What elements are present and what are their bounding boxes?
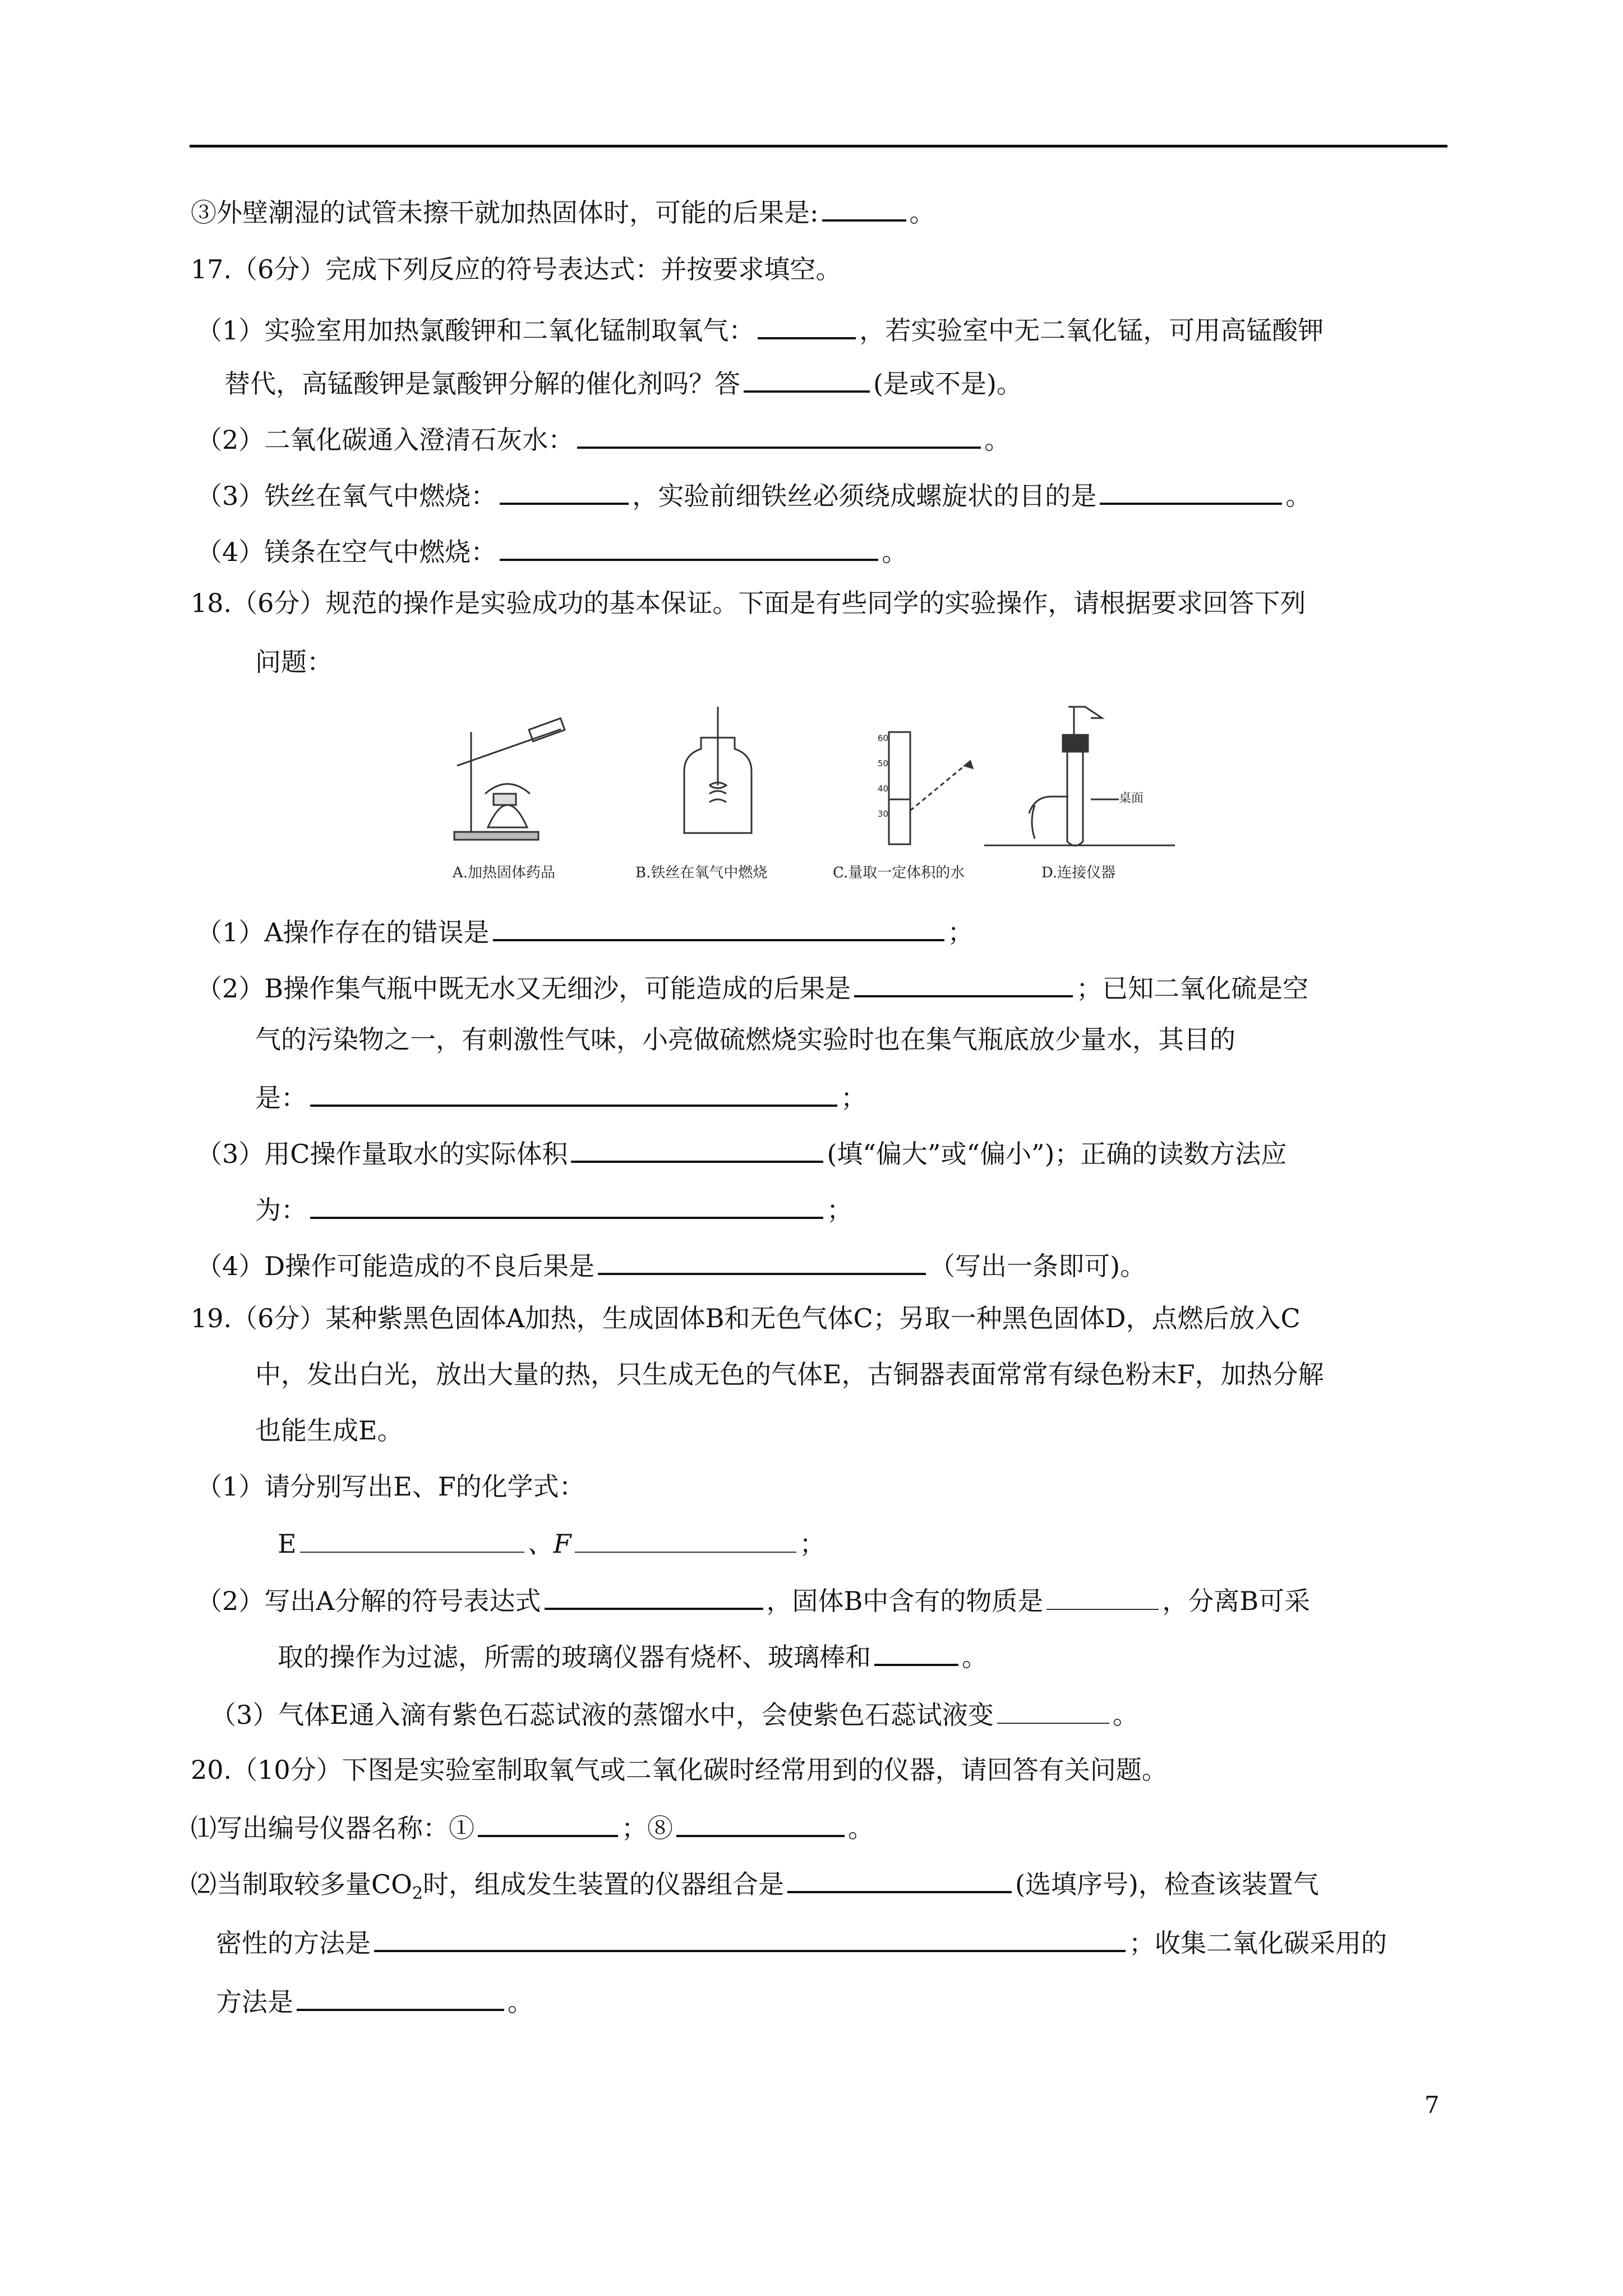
text: ；⑧ xyxy=(621,1813,673,1843)
caption-d: D.连接仪器 xyxy=(1041,864,1116,881)
q18-title-cont xyxy=(255,645,333,679)
answer-blank[interactable] xyxy=(500,477,629,505)
q17-part3 xyxy=(196,477,1311,513)
answer-blank[interactable] xyxy=(310,1191,823,1219)
q19-part3 xyxy=(210,1697,1138,1732)
text: （4）D操作可能造成的不良后果是 xyxy=(196,1251,595,1281)
text: 问题： xyxy=(255,647,333,677)
answer-blank[interactable] xyxy=(478,1809,618,1837)
q18-part3 xyxy=(196,1135,1287,1171)
text: （1）A操作存在的错误是 xyxy=(196,917,490,947)
text: （3）铁丝在氧气中燃烧： xyxy=(196,481,497,511)
text: 。 xyxy=(984,425,1011,455)
text: 气的污染物之一，有刺激性气味，小亮做硫燃烧实验时也在集气瓶底放少量水，其目的 xyxy=(255,1024,1235,1055)
text: 中，发出白光，放出大量的热，只生成无色的气体E，古铜器表面常常有绿色粉末F，加热分解 xyxy=(255,1359,1324,1389)
answer-blank[interactable] xyxy=(500,533,878,561)
text: 18.（6分）规范的操作是实验成功的基本保证。下面是有些同学的实验操作，请根据要求回答下列 xyxy=(191,588,1306,618)
answer-blank[interactable] xyxy=(997,1697,1109,1724)
answer-blank[interactable] xyxy=(297,1983,504,2011)
tick-30: 30 xyxy=(878,809,889,819)
text: （2）写出A分解的符号表达式 xyxy=(196,1586,541,1616)
q18-title xyxy=(191,586,1306,620)
text: 。 xyxy=(848,1813,874,1843)
q17-part1 xyxy=(196,311,1324,347)
text: E xyxy=(278,1529,297,1559)
text: (填“偏大”或“偏小”)；正确的读数方法应 xyxy=(827,1139,1287,1169)
text: （1）实验室用加热氯酸钾和二氧化锰制取氧气： xyxy=(196,315,755,346)
apparatus-a xyxy=(454,718,565,840)
q17-title xyxy=(191,252,841,286)
text: 方法是 xyxy=(216,1987,293,2017)
text: （2）二氧化碳通入澄清石灰水： xyxy=(196,425,574,455)
text: （3）用C操作量取水的实际体积 xyxy=(196,1139,568,1169)
text: ； xyxy=(841,1083,866,1113)
q17-part2 xyxy=(196,421,1010,457)
q19-part1 xyxy=(196,1470,585,1503)
answer-blank[interactable] xyxy=(854,969,1073,997)
answer-blank[interactable] xyxy=(874,1638,958,1666)
text: ，固体B中含有的物质是 xyxy=(766,1586,1044,1616)
apparatus-b xyxy=(684,707,751,833)
tick-40: 40 xyxy=(878,784,889,794)
text: 是： xyxy=(255,1083,307,1113)
answer-blank[interactable] xyxy=(545,1582,763,1610)
text: 。 xyxy=(508,1987,533,2017)
subscript: 2 xyxy=(412,1884,423,1904)
text: （2）B操作集气瓶中既无水又无细沙，可能造成的后果是 xyxy=(196,973,851,1004)
answer-blank[interactable] xyxy=(300,1526,524,1553)
text: 20.（10分）下图是实验室制取氧气或二氧化碳时经常用到的仪器，请回答有关问题。 xyxy=(191,1755,1168,1785)
q18-part2 xyxy=(196,969,1308,1005)
answer-blank[interactable] xyxy=(571,1135,823,1163)
q19-part1-formulas xyxy=(278,1526,826,1561)
answer-blank[interactable] xyxy=(1100,477,1282,505)
lab-operations-figure xyxy=(446,704,1181,889)
text: (是或不是)。 xyxy=(873,369,1022,399)
text: ； xyxy=(947,917,974,947)
q17-part1-cont xyxy=(224,365,1022,401)
header-rule xyxy=(190,145,1447,148)
text: ③外壁潮湿的试管未擦干就加热固体时，可能的后果是: xyxy=(191,197,819,228)
q18-part2-cont2 xyxy=(255,1079,866,1115)
text: 。 xyxy=(1285,481,1312,511)
answer-blank[interactable] xyxy=(575,1526,796,1553)
text: 取的操作为过滤，所需的玻璃仪器有烧杯、玻璃棒和 xyxy=(278,1642,871,1672)
text: 为： xyxy=(255,1195,307,1225)
answer-blank[interactable] xyxy=(676,1809,845,1837)
text: 。 xyxy=(962,1642,988,1672)
text: （1）请分别写出E、F的化学式： xyxy=(196,1471,585,1502)
text: ，若实验室中无二氧化锰，可用高锰酸钾 xyxy=(859,315,1324,346)
text: ，分离B可采 xyxy=(1162,1586,1311,1616)
tick-60: 60 xyxy=(878,733,889,743)
answer-blank[interactable] xyxy=(787,1865,1012,1893)
apparatus-c xyxy=(889,732,972,844)
text: （3）气体E通入滴有紫色石蕊试液的蒸馏水中，会使紫色石蕊试液变 xyxy=(210,1700,994,1730)
answer-blank[interactable] xyxy=(758,311,856,339)
answer-blank[interactable] xyxy=(744,365,870,393)
text: ；收集二氧化碳采用的 xyxy=(1129,1928,1387,1958)
q19-title xyxy=(191,1301,1301,1335)
caption-b: B.铁丝在氧气中燃烧 xyxy=(635,864,768,881)
q19-part2 xyxy=(196,1582,1310,1618)
text: (选填序号)，检查该装置气 xyxy=(1015,1869,1319,1899)
q18-part2-cont xyxy=(255,1023,1235,1056)
q16-item3 xyxy=(191,194,935,229)
q19-title-cont xyxy=(255,1358,1324,1391)
caption-a: A.加热固体药品 xyxy=(453,864,556,881)
text: 也能生成E。 xyxy=(255,1415,403,1446)
text: 、F xyxy=(527,1529,571,1559)
text: ，实验前细铁丝必须绕成螺旋状的目的是 xyxy=(632,481,1097,511)
q17-part4 xyxy=(196,533,907,569)
caption-c: C.量取一定体积的水 xyxy=(833,864,965,881)
q19-part2-cont xyxy=(278,1638,988,1674)
text: 。 xyxy=(882,537,908,567)
q19-title-cont2 xyxy=(255,1414,403,1447)
answer-blank[interactable] xyxy=(598,1247,926,1275)
answer-blank[interactable] xyxy=(1046,1583,1159,1610)
answer-blank[interactable] xyxy=(822,194,906,222)
text: 。 xyxy=(909,197,935,228)
answer-blank[interactable] xyxy=(310,1079,837,1107)
text: 17.（6分）完成下列反应的符号表达式：并按要求填空。 xyxy=(191,254,842,284)
text: （写出一条即可)。 xyxy=(929,1251,1146,1281)
answer-blank[interactable] xyxy=(493,913,944,941)
text: ； xyxy=(799,1529,826,1559)
answer-blank[interactable] xyxy=(577,421,981,449)
text: ⑵当制取较多量CO xyxy=(191,1869,412,1899)
q20-part1 xyxy=(191,1809,874,1845)
page-number: 7 xyxy=(1424,2091,1440,2119)
table-label: 桌面 xyxy=(1119,792,1144,806)
text: ⑴写出编号仪器名称：① xyxy=(191,1813,474,1843)
q18-part4 xyxy=(196,1247,1146,1283)
q20-part2 xyxy=(191,1865,1319,1911)
text: （4）镁条在空气中燃烧： xyxy=(196,537,497,567)
q20-part2-cont xyxy=(216,1924,1387,1960)
text: 。 xyxy=(1112,1700,1138,1730)
text: 19.（6分）某种紫黑色固体A加热，生成固体B和无色气体C；另取一种黑色固体D，点燃后放入C xyxy=(191,1303,1301,1333)
answer-blank[interactable] xyxy=(374,1924,1126,1952)
q20-title xyxy=(191,1753,1168,1787)
text: ；已知二氧化硫是空 xyxy=(1076,973,1309,1004)
text: ； xyxy=(827,1195,852,1225)
q20-part2-cont2 xyxy=(216,1983,533,2019)
q18-part3-cont xyxy=(255,1191,852,1227)
apparatus-d xyxy=(984,707,1175,846)
q18-part1 xyxy=(196,913,974,949)
text: 密性的方法是 xyxy=(216,1928,371,1958)
text: 时，组成发生装置的仪器组合是 xyxy=(423,1869,785,1899)
tick-50: 50 xyxy=(878,758,889,769)
text: 替代，高锰酸钾是氯酸钾分解的催化剂吗？答 xyxy=(224,369,740,399)
